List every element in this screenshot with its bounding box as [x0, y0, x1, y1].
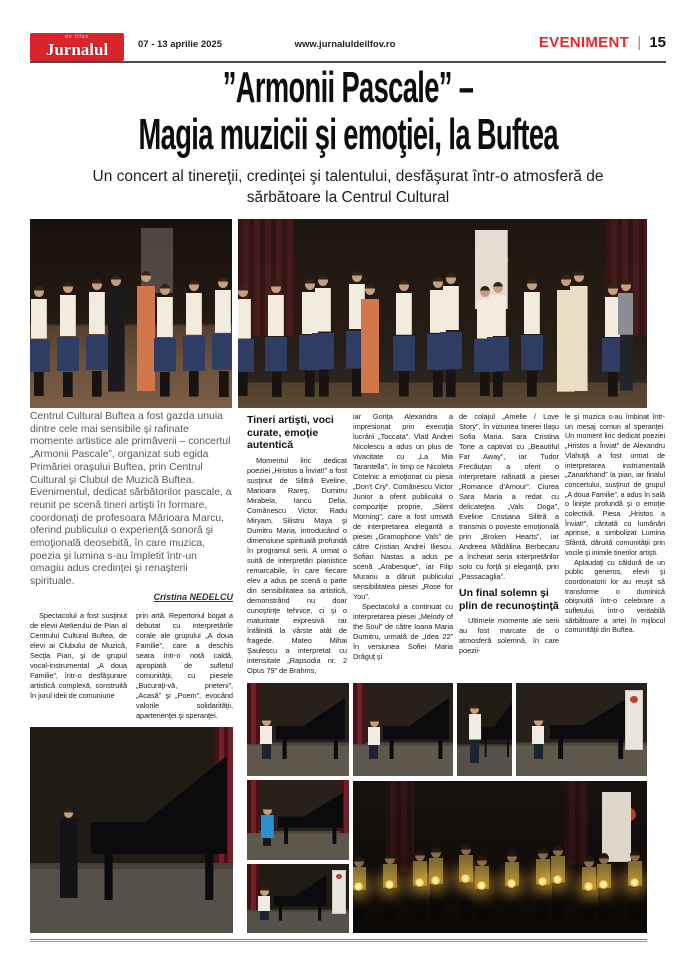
column3-text: [353, 412, 453, 662]
jurnalul-logo: [30, 33, 124, 61]
logo-subtitle: de Ilfov: [64, 34, 90, 40]
column4-text-bottom: [459, 616, 559, 656]
grand-piano: [482, 702, 512, 758]
column4: [459, 412, 559, 656]
person-figure: [393, 281, 415, 396]
person-figure: [57, 283, 79, 396]
person-figure: [238, 287, 254, 397]
paragraph: Spectacolul a fost susţinut de elevii Atelierului de Pian al Centrului Cultural Buftea, de elevi ai Clubului de Muzică, Secţia Pian, şi de grupul vocal-instrumental „A doua Familie”, într-o desfăşurare artistică complexă, construită în jurul ideii de comuniune: [30, 611, 127, 700]
paragraph: Ultimele momente ale serii au fost marcate de o atmosferă solemnă, în care poezii-: [459, 616, 559, 655]
person-figure: [487, 283, 509, 396]
photo-choir-candles: [353, 781, 647, 933]
logo-title: Jurnalul: [45, 40, 109, 59]
pianist-figure: [58, 809, 80, 900]
person-figure: [595, 854, 613, 924]
issue-date: 07 - 13 aprilie 2025: [138, 39, 222, 50]
column1b-text: [136, 611, 233, 721]
grand-piano: [274, 875, 327, 921]
person-figure: [615, 281, 637, 396]
photo-strip-pianist-1: [247, 683, 349, 776]
person-figure: [265, 283, 287, 396]
person-figure: [353, 857, 368, 924]
event-banner: [332, 870, 346, 915]
person-figure: [312, 276, 334, 397]
grand-piano: [91, 756, 227, 900]
column2-text: [247, 456, 347, 674]
person-figure: [568, 272, 590, 397]
photo-strip-pianist-2: [353, 683, 453, 776]
footer-rule: [30, 939, 647, 942]
paragraph: Spectacolul a continuat cu interpretarea piesei „Melody of the Soul” de către Ioana Maria Dumitru, urmată de „Idea 22” în versiunea Sofiei Maria Drăguţ şi: [353, 602, 453, 661]
headline-line2: Magia muzicii şi emoţiei, la Buftea: [138, 110, 558, 159]
stage-curtain: [247, 780, 259, 833]
person-figure: [381, 854, 399, 924]
column1a-text: [30, 611, 127, 701]
subheading-tineri-artisti: Tineri artişti, voci curate, emoţie autentică: [247, 414, 334, 451]
grand-piano: [278, 793, 343, 844]
column2: [247, 414, 347, 674]
section-pagenumber: [539, 34, 666, 51]
person-figure: [30, 287, 50, 397]
section-label: EVENIMENT: [538, 34, 630, 51]
person-figure: [521, 280, 543, 397]
person-figure: [549, 846, 567, 924]
photo-pianist-blue-dress: [247, 780, 349, 860]
paragraph: de colajul „Amelie / Love Story”, în viziunea tinerei Ilaşu Sofia Maria. Sara Cristina Tone a captivat cu „Beautiful Far Away”, iar Tudor Frecăuţan a oferit o interpretare rafinată a piesei „Romance d'Amour”. Ciurea Sara Maria a redat cu delicateţea „Vals Doga”, Eveline Cristiana Silitră a transmis o poveste emoţională prin „Broken Hearts”, iar Andreea Mădălina Berbecaru a încheiat seria interpretărilor solo cu forţă şi eleganţă, prin „Passacaglia”.: [459, 412, 559, 581]
grand-piano: [550, 696, 631, 759]
headline-line1: ”Armonii Pascale” –: [222, 63, 474, 112]
photo-pianist-black-dress: [30, 727, 233, 933]
column4-text-top: [459, 412, 559, 582]
paragraph: iar Gonţa Alexandra a impresionat prin execuţia lucrării „Toccata”. Vlad Andrei Nicolescu a adus un plus de vivacitate cu „La Mia Tarantella”, în timp ce Nicoleta Cotelnic a emoţionat cu piesa „Don't Cry”. Comănescu Victor Junior a oferit publicului o compoziţie proprie, „Silent Morning”, care a fost urmată de interpretarea elegantă a piesei „Gramophone Vals” de către Cristian Andrei Iliescu. Sofian Nastas a adus pe scenă „Arabesque”, iar Filip Murariu a dăruit publicului sensibilitatea piesei „Rose for You”.: [353, 412, 453, 601]
photo-pianist-boy: [247, 864, 349, 933]
byline: Cristina NEDELCU: [153, 592, 233, 602]
person-figure: [154, 285, 176, 397]
standing-pianist-figure: [467, 705, 483, 763]
photo-strip-pianist-3: [457, 683, 512, 776]
paragraph: Momentul liric dedicat poeziei „Hristos a Înviat!” a fost susţinut de Silitră Eveline, Marioara Rareş, Dumitru Mirabela, Iancu Delia, Comănescu Victor, Radu Miryam, Silistru Maya şi Dumitru Maria, introducând o dimensiune spirituală profundă în programul serii. A urmat o suită de interpretări pianistice remarcabile, în care fiecare elev a adus pe scenă o parte din sensibilitatea sa artistică, demonstrând nu doar cunoştinţe tehnice, ci şi o maturitate expresivă rar întâlnită la vârste atât de fragede. Mateo Mihai Şaulescu a interpretat cu intensitate „Rapsodia nr. 2 Opus 79” de Brahms,: [247, 455, 347, 674]
grand-piano: [276, 698, 345, 759]
stage-curtain: [353, 683, 365, 744]
pianist-figure: [256, 887, 272, 920]
subheading-final-solemn: Un final solemn şi plin de recunoştinţă: [459, 587, 559, 612]
person-figure: [503, 852, 521, 923]
person-figure: [427, 848, 445, 924]
pianist-figure: [530, 717, 546, 760]
person-figure: [473, 856, 491, 924]
person-figure: [183, 281, 205, 396]
paragraph: Aplaudaţi cu căldură de un public generos, elevii şi coordonatorii lor au reuşit să transforme o duminică obişnuită într-o celebrare a sufletului, într-o veritabilă sărbătoare a artei în mijlocul comunităţii din Buftea.: [565, 557, 665, 635]
person-figure: [440, 274, 462, 397]
paragraph: prin artă. Repertoriul bogat a debutat cu interpretările corale ale grupului „A doua Familie”, care a deschis seara într-o notă caldă, apropiată de sufletul comunităţii, cu piesele „Bucuraţi-vă, prieteni”, „Acasă” şi „Poem”, evocând valorile solidarităţii, apartenenţei şi speranţei.: [136, 611, 233, 720]
lede-paragraph: Centrul Cultural Buftea a fost gazda unuia dintre cele mai sensibile şi rafinate momente artistice ale primăverii – concertul „Armonii Pascale”, organizat sub egida Primăriei oraşului Buftea, prin Centrul Cultural şi Clubul de Muzică Buftea. Evenimentul, dedicat sărbătorilor pascale, a reunit pe scenă tineri artişti în formare, coordonaţi de profesoara Mărioara Marcu, oferind publicului o experienţă sonoră şi emoţională deosebită, în care muzica, poezia şi lumina s-au împletit într-un omagiu adus credinţei şi renaşterii spirituale.: [30, 411, 232, 588]
photo-choir-traditional: [30, 219, 232, 408]
pianist-figure: [259, 806, 275, 846]
standfirst: Un concert al tinereţii, credinţei şi talentului, desfăşurat într-o atmosferă de sărbătoare la Centrul Cultural: [92, 168, 604, 206]
person-figure: [359, 285, 381, 397]
event-banner: [625, 690, 643, 750]
separator: |: [637, 34, 642, 51]
website-url: www.jurnaluldeilfov.ro: [294, 39, 396, 50]
photo-strip-pianist-4: [516, 683, 647, 776]
page-number: 15: [649, 34, 666, 51]
pianist-figure: [366, 718, 382, 759]
pianist-figure: [258, 717, 274, 760]
column5-text: [565, 412, 665, 635]
grand-piano: [383, 698, 449, 759]
photo-group-stage: [238, 219, 647, 408]
person-figure: [105, 276, 127, 397]
person-figure: [626, 851, 644, 924]
person-figure: [212, 278, 232, 397]
paragraph: le şi muzica s-au îmbinat într-un mesaj comun al speranţei. Un moment liric dedicat poeziei „Hristos a Înviat” de Alexandru Vlahuţă a fost urmat de interpretarea instrumentală „Zanarkhand” la pian, iar finalul concertului, susţinut de grupul „A doua Familie”, a adus în sală o linişte profundă şi o emoţie colectivă. Piesa „Hristos a Înviat!”, cântată cu lumânări aprinse, a simbolizat Lumina Sfântă, dăruită comunităţii prin vocile şi inimile tinerilor artişti.: [565, 412, 665, 557]
headline: [0, 64, 696, 158]
